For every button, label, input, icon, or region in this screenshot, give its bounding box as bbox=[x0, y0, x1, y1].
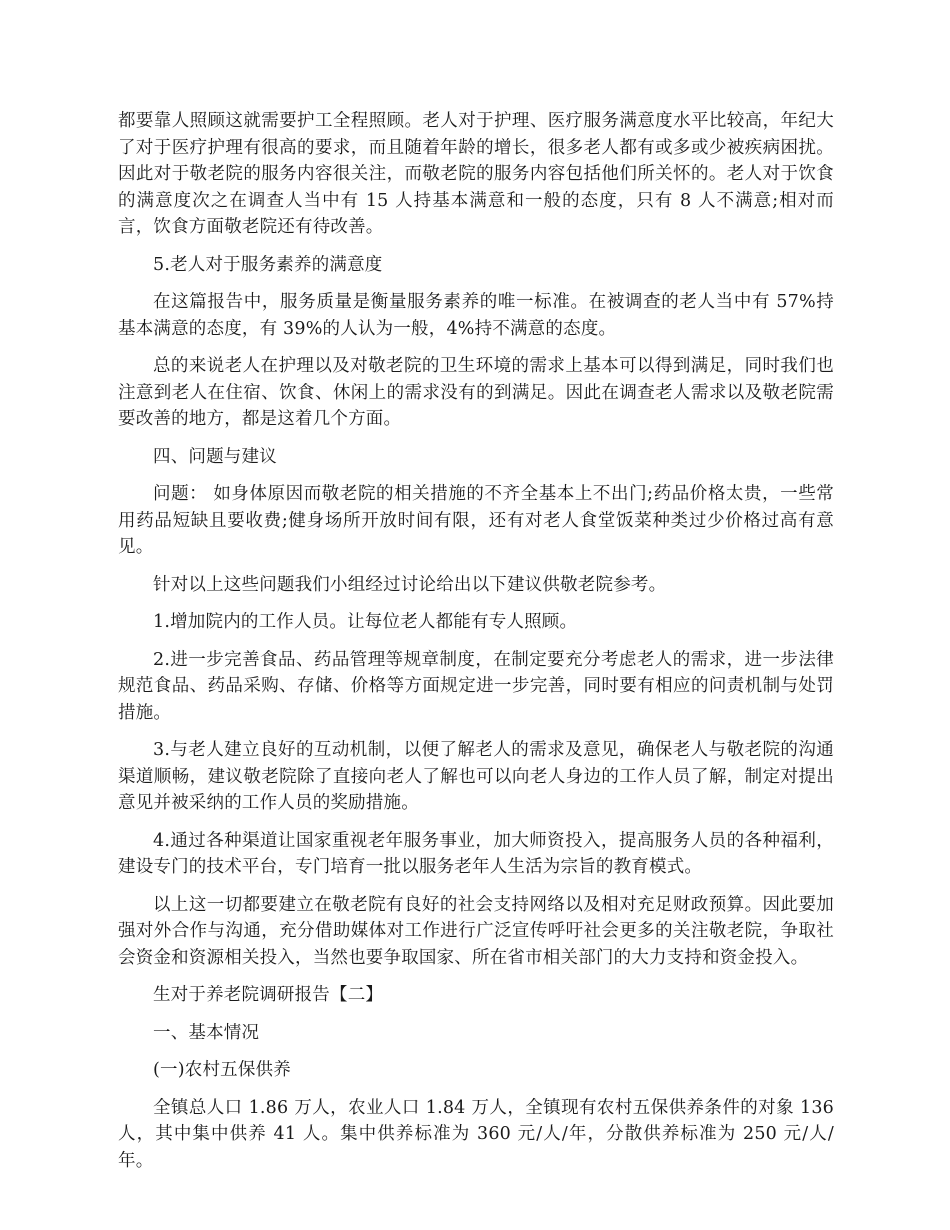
paragraph-conclusion: 以上这一切都要建立在敬老院有良好的社会支持网络以及相对充足财政预算。因此要加强对外合作与沟通，充分借助媒体对工作进行广泛宣传呼吁社会更多的关注敬老院，争取社会资金和资源相关投入，当然也要争取国家、所在省市相关部门的大力支持和资金投入。 bbox=[118, 894, 834, 968]
paragraph-suggestions-intro: 针对以上这些问题我们小组经过讨论给出以下建议供敬老院参考。 bbox=[153, 574, 667, 595]
suggestion-item-4: 4.通过各种渠道让国家重视老年服务事业，加大师资投入，提高服务人员的各种福利，建设专门的技术平台，专门培育一批以服务老年人生活为宗旨的教育模式。 bbox=[118, 830, 834, 877]
paragraph-population-stats: 全镇总人口 1.86 万人，农业人口 1.84 万人，全镇现有农村五保供养条件的对象 136 人，其中集中供养 41 人。集中供养标准为 360 元/人/年，分散供养标准为 250 元/人/年。 bbox=[118, 1097, 834, 1171]
paragraph-elderly-care-satisfaction: 都要靠人照顾这就需要护工全程照顾。老人对于护理、医疗服务满意度水平比较高，年纪大了对于医疗护理有很高的要求，而且随着年龄的增长，很多老人都有或多或少被疾病困扰。因此对于敬老院的服务内容很关注，而敬老院的服务内容包括他们所关怀的。老人对于饮食的满意度次之在调查人当中有 15 人持基本满意和一般的态度，只有 8 人不满意;相对而言，饮食方面敬老院还有待改善。 bbox=[118, 111, 834, 237]
suggestion-item-2: 2.进一步完善食品、药品管理等规章制度，在制定要充分考虑老人的需求，进一步法律规范食品、药品采购、存储、价格等方面规定进一步完善，同时要有相应的问责机制与处罚措施。 bbox=[118, 649, 834, 723]
section-title-report-two: 生对于养老院调研报告【二】 bbox=[153, 985, 384, 1005]
paragraph-summary: 总的来说老人在护理以及对敬老院的卫生环境的需求上基本可以得到满足，同时我们也注意到老人在住宿、饮食、休闲上的需求没有的到满足。因此在调查老人需求以及敬老院需要改善的地方，都是这着几个方面。 bbox=[118, 356, 834, 429]
subheading-rural-five-guarantees: (一)农村五保供养 bbox=[153, 1060, 291, 1080]
paragraph-problems: 问题： 如身体原因而敬老院的相关措施的不齐全基本上不出门;药品价格太贵，一些常用药品短缺且要收费;健身场所开放时间有限，还有对老人食堂饭菜种类过少价格过高有意见。 bbox=[118, 484, 834, 557]
heading-service-quality-satisfaction: 5.老人对于服务素养的满意度 bbox=[153, 254, 383, 275]
suggestion-item-1: 1.增加院内的工作人员。让每位老人都能有专人照顾。 bbox=[153, 612, 578, 632]
paragraph-service-quality-stats: 在这篇报告中，服务质量是衡量服务素养的唯一标准。在被调查的老人当中有 57%持基本满意的态度，有 39%的人认为一般，4%持不满意的态度。 bbox=[118, 292, 834, 339]
document-body bbox=[118, 108, 834, 1185]
heading-problems-and-suggestions: 四、问题与建议 bbox=[153, 446, 277, 467]
heading-basic-situation: 一、基本情况 bbox=[153, 1022, 260, 1043]
suggestion-item-3: 3.与老人建立良好的互动机制，以便了解老人的需求及意见，确保老人与敬老院的沟通渠道顺畅，建议敬老院除了直接向老人了解也可以向老人身边的工作人员了解，制定对提出意见并被采纳的工作人员的奖励措施。 bbox=[118, 740, 834, 813]
